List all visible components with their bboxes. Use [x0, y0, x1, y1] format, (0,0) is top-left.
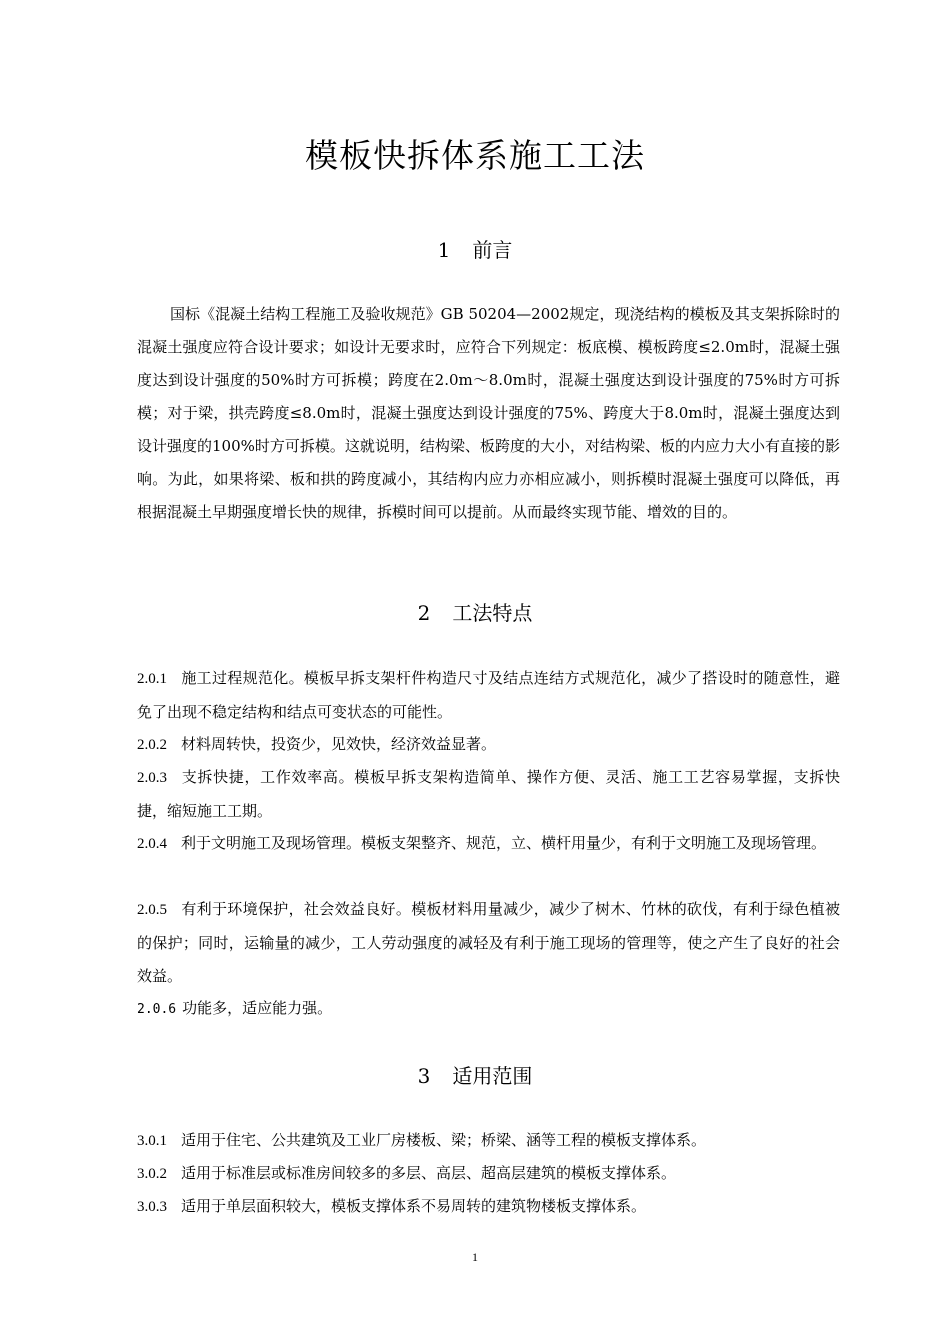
section-title: 工法特点 [452, 601, 533, 625]
clause-code: 2.0.1 [137, 671, 167, 687]
clause-text: 适用于住宅、公共建筑及工业厂房楼板、梁；桥梁、涵等工程的模板支撑体系。 [181, 1131, 707, 1149]
section-heading-1 [0, 236, 950, 264]
clause-2-0-2 [137, 728, 840, 762]
clause-code: 3.0.2 [137, 1166, 167, 1182]
clause-code: 3.0.1 [137, 1133, 167, 1149]
clause-text: 适用于单层面积较大，模板支撑体系不易周转的建筑物楼板支撑体系。 [181, 1197, 647, 1215]
page-number: 1 [472, 1250, 478, 1264]
clause-3-0-2 [137, 1157, 840, 1191]
section-title: 前言 [472, 238, 513, 262]
section-number: 1 [437, 238, 451, 262]
clause-code: 2.0.6 [137, 1002, 177, 1017]
clause-2-0-5 [137, 893, 840, 993]
clause-text: 适用于标准层或标准房间较多的多层、高层、超高层建筑的模板支撑体系。 [181, 1164, 677, 1182]
clause-code: 2.0.3 [137, 770, 167, 786]
clause-2-0-1 [137, 662, 840, 729]
clause-text: 利于文明施工及现场管理。模板支架整齐、规范，立、横杆用量少，有利于文明施工及现场管理。 [181, 834, 827, 852]
clause-code: 2.0.5 [137, 902, 167, 918]
clause-2-0-6 [137, 992, 840, 1026]
clause-code: 2.0.4 [137, 836, 167, 852]
section-number: 2 [417, 601, 431, 625]
clause-text: 施工过程规范化。模板早拆支架杆件构造尺寸及结点连结方式规范化，减少了搭设时的随意性，避免了出现不稳定结构和结点可变状态的可能性。 [137, 669, 840, 721]
section-heading-2 [0, 599, 950, 627]
clause-3-0-1 [137, 1124, 840, 1158]
document-title: 模板快拆体系施工工法 [305, 136, 645, 175]
section-title: 适用范围 [452, 1064, 533, 1088]
preface-paragraph: 国标《混凝土结构工程施工及验收规范》GB 50204—2002规定，现浇结构的模板及其支架拆除时的混凝土强度应符合设计要求；如设计无要求时，应符合下列规定：板底模、模板跨度≤2.0m时，混凝土强度达到设计强度的50%时方可拆模；跨度在2.0m～8.0m时，混凝土强度达到设计强度的75%时方可拆模；对于梁，拱壳跨度≤8.0m时，混凝土强度达到设计强度的75%、跨度大于8.0m时，混凝土强度达到设计强度的100%时方可拆模。这就说明，结构梁、板跨度的大小，对结构梁、板的内应力大小有直接的影响。为此，如果将梁、板和拱的跨度减小，其结构内应力亦相应减小，则拆模时混凝土强度可以降低，再根据混凝土早期强度增长快的规律，拆模时间可以提前。从而最终实现节能、增效的目的。 [137, 305, 840, 521]
clause-code: 3.0.3 [137, 1199, 167, 1215]
clause-text: 支拆快捷，工作效率高。模板早拆支架构造简单、操作方便、灵活、施工工艺容易掌握，支拆快捷，缩短施工工期。 [137, 768, 840, 820]
section-heading-3 [0, 1062, 950, 1090]
clause-text: 功能多，适应能力强。 [182, 999, 333, 1017]
clause-2-0-4 [137, 827, 840, 861]
clause-text: 材料周转快，投资少，见效快，经济效益显著。 [181, 735, 497, 753]
clause-2-0-3 [137, 761, 840, 828]
clause-3-0-3 [137, 1190, 840, 1224]
clause-text: 有利于环境保护，社会效益良好。模板材料用量减少，减少了树木、竹林的砍伐，有利于绿色植被的保护；同时，运输量的减少，工人劳动强度的减轻及有利于施工现场的管理等，使之产生了良好的社会效益。 [137, 900, 840, 985]
clause-code: 2.0.2 [137, 737, 167, 753]
section-number: 3 [417, 1064, 431, 1088]
